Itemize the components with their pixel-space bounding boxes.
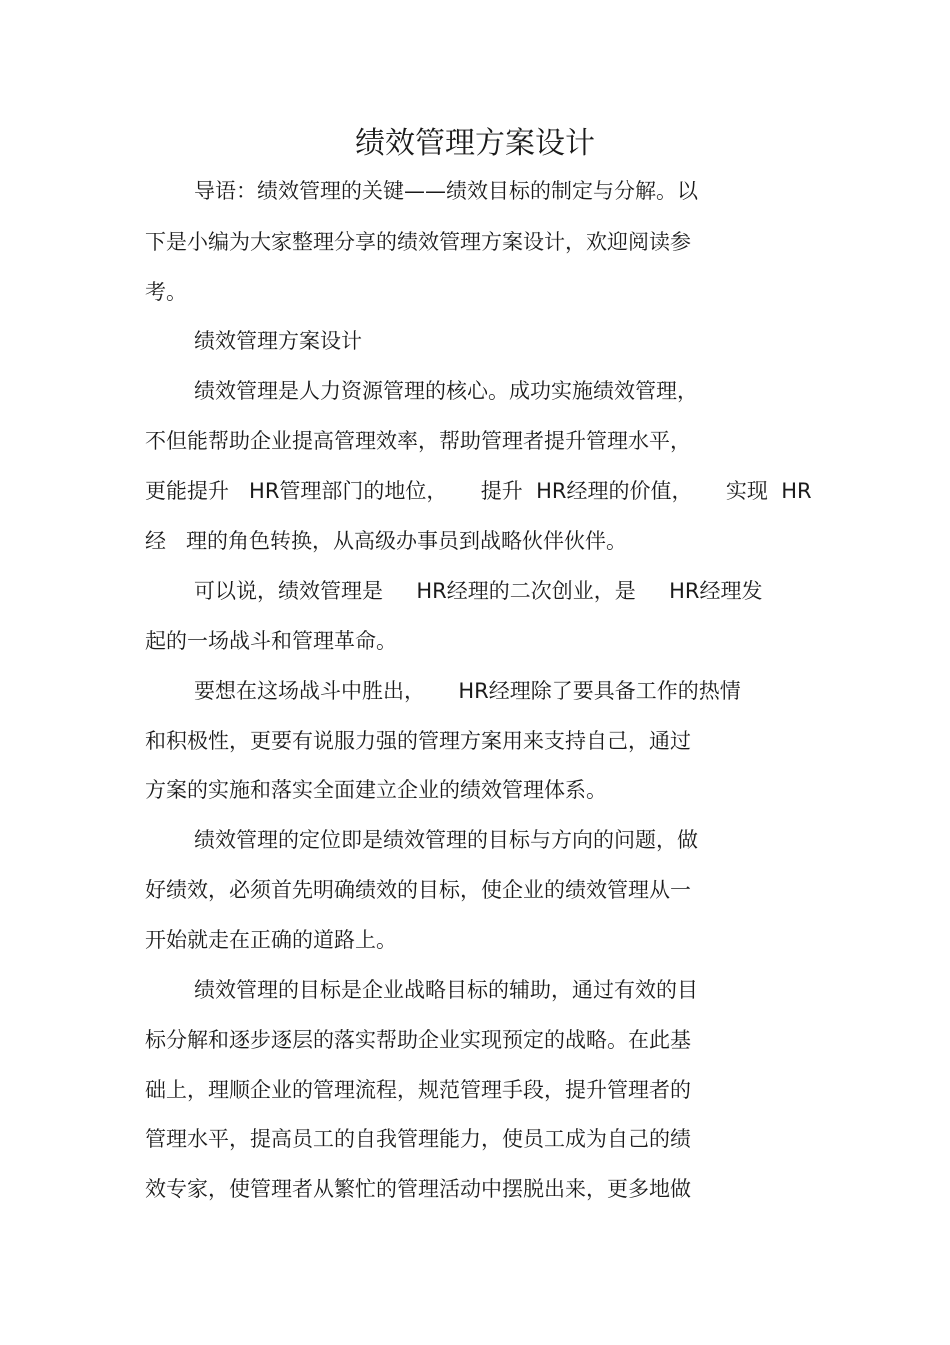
text-line: 和积极性，更要有说服力强的管理方案用来支持自己，通过 (145, 729, 691, 753)
text-line: 开始就走在正确的道路上。 (145, 928, 397, 952)
text-line: 考。 (145, 280, 187, 304)
text-line: 标分解和逐步逐层的落实帮助企业实现预定的战略。在此基 (145, 1028, 691, 1052)
text-line: 导语：绩效管理的关键——绩效目标的制定与分解。以 (194, 179, 698, 203)
text-line: 绩效管理的目标是企业战略目标的辅助，通过有效的目 (194, 978, 698, 1002)
text-line: 更能提升 HR管理部门的地位， 提升 HR经理的价值， 实现 HR (145, 479, 812, 503)
document-title: 绩效管理方案设计 (355, 126, 595, 161)
text-line: 下是小编为大家整理分享的绩效管理方案设计，欢迎阅读参 (145, 230, 691, 254)
text-line: 绩效管理的定位即是绩效管理的目标与方向的问题，做 (194, 828, 698, 852)
text-line: 好绩效，必须首先明确绩效的目标，使企业的绩效管理从一 (145, 878, 691, 902)
text-line: 可以说，绩效管理是 HR经理的二次创业，是 HR经理发 (194, 579, 763, 603)
text-line: 管理水平，提高员工的自我管理能力，使员工成为自己的绩 (145, 1127, 691, 1151)
text-line: 起的一场战斗和管理革命。 (145, 629, 397, 653)
section-heading: 绩效管理方案设计 (194, 329, 362, 353)
text-line: 础上，理顺企业的管理流程，规范管理手段，提升管理者的 (145, 1078, 691, 1102)
text-line: 效专家，使管理者从繁忙的管理活动中摆脱出来，更多地做 (145, 1177, 691, 1201)
text-line: 方案的实施和落实全面建立企业的绩效管理体系。 (145, 778, 607, 802)
text-line: 经 理的角色转换，从高级办事员到战略伙伴伙伴。 (145, 529, 628, 553)
text-line: 不但能帮助企业提高管理效率，帮助管理者提升管理水平， (145, 429, 691, 453)
text-line: 绩效管理是人力资源管理的核心。成功实施绩效管理， (194, 379, 698, 403)
text-line: 要想在这场战斗中胜出， HR经理除了要具备工作的热情 (194, 679, 741, 703)
